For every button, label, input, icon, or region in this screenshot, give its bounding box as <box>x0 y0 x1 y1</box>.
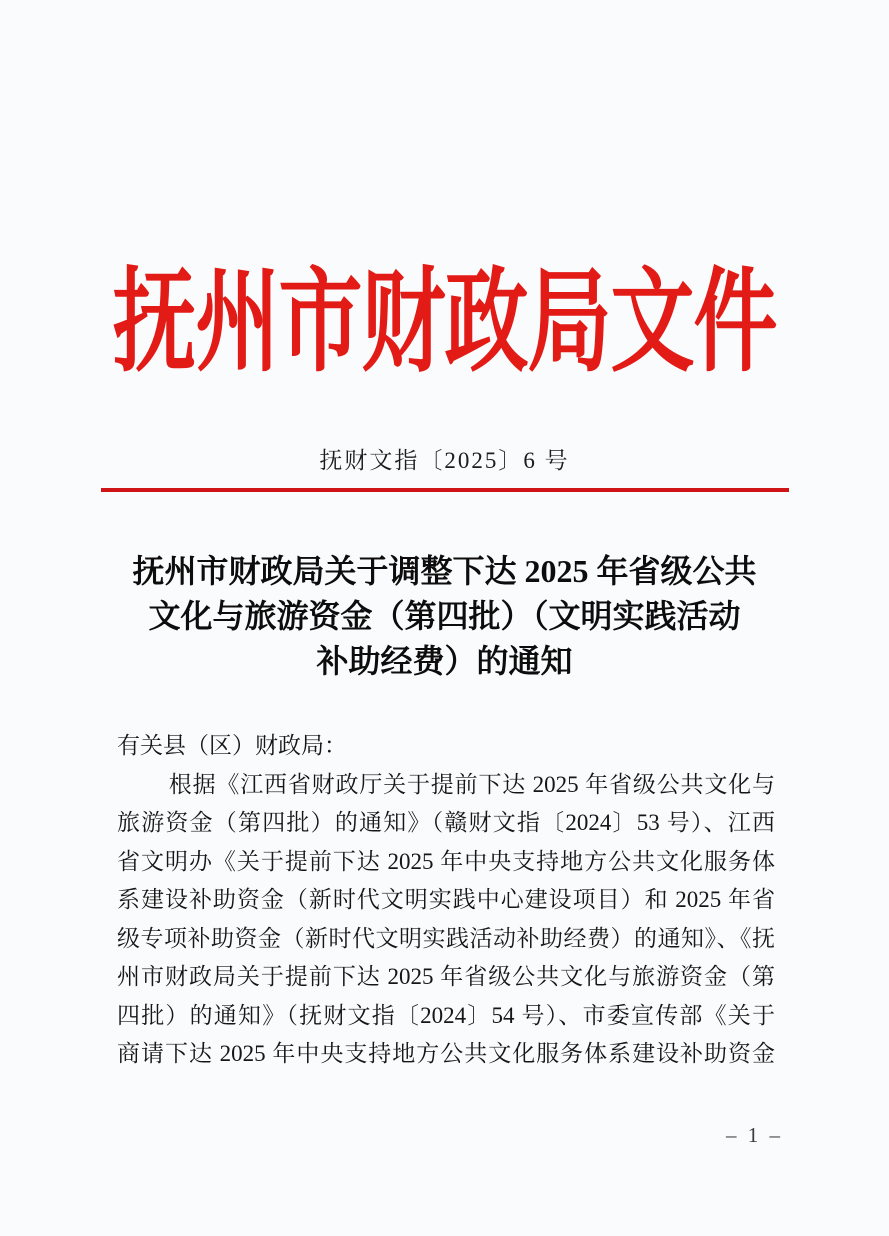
doc-number: 抚财文指〔2025〕6 号 <box>319 448 570 473</box>
document-title-line: 文化与旅游资金（第四批）（文明实践活动 <box>148 598 741 634</box>
body-text-line: 系建设补助资金（新时代文明实践中心建设项目）和 2025 年省 <box>117 887 775 912</box>
red-divider-line <box>101 488 789 492</box>
salutation-line: 有关县（区）财政局： <box>117 733 347 758</box>
org-title-text: 抚州市财政局文件 <box>112 261 777 386</box>
body-paragraph <box>117 766 775 1074</box>
document-title <box>57 549 832 684</box>
document-header-masthead <box>0 261 889 386</box>
body-text-line: 旅游资金（第四批）的通知》（赣财文指〔2024〕53 号）、江西 <box>117 810 775 835</box>
body-text-line: 根据《江西省财政厅关于提前下达 2025 年省级公共文化与 <box>168 771 775 797</box>
page-number: – 1 – <box>726 1123 783 1147</box>
document-body <box>117 727 775 1074</box>
document-title-line: 补助经费）的通知 <box>316 643 573 679</box>
body-text-line: 四批）的通知》（抚财文指〔2024〕54 号）、市委宣传部《关于 <box>117 1002 775 1028</box>
body-text-line: 级专项补助资金（新时代文明实践活动补助经费）的通知》、《抚 <box>117 925 775 951</box>
body-text-line: 省文明办《关于提前下达 2025 年中央支持地方公共文化服务体 <box>117 848 775 874</box>
body-text-line: 商请下达 2025 年中央支持地方公共文化服务体系建设补助资金 <box>117 1041 775 1066</box>
body-text-line: 州市财政局关于提前下达 2025 年省级公共文化与旅游资金（第 <box>117 964 775 989</box>
document-title-line: 抚州市财政局关于调整下达 2025 年省级公共 <box>132 553 757 589</box>
